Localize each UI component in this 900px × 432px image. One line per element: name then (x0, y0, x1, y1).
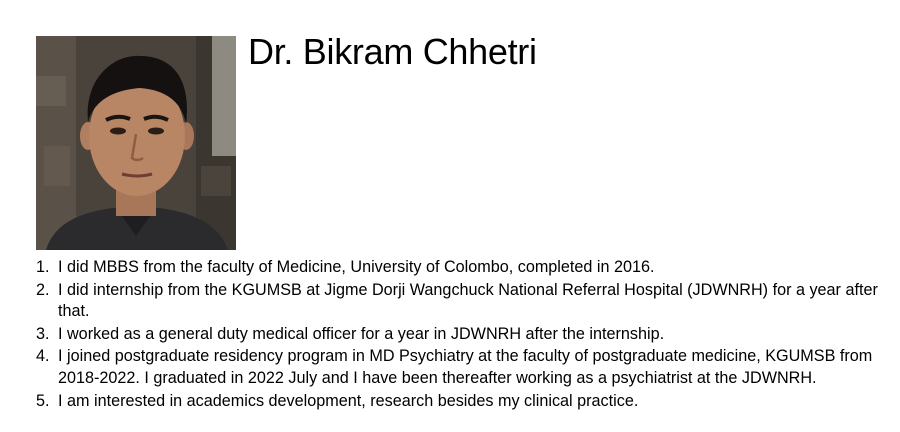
list-item-number: 3. (36, 324, 50, 343)
bio-list (36, 257, 900, 413)
list-item (36, 391, 900, 413)
list-item (36, 346, 900, 389)
profile-photo (36, 36, 236, 250)
list-item-number: 4. (36, 347, 50, 366)
list-item-text: I did internship from the KGUMSB at Jigme Dorji Wangchuck National Referral Hospital (JDWNRH) for a year after that. (58, 280, 878, 321)
list-item-number: 5. (36, 391, 50, 410)
list-item-number: 2. (36, 280, 50, 299)
list-item-text: I did MBBS from the faculty of Medicine, University of Colombo, completed in 2016. (58, 258, 655, 276)
portrait-illustration (36, 36, 236, 250)
list-item-text: I joined postgraduate residency program in MD Psychiatry at the faculty of postgraduate medicine, KGUMSB from 2018-2022. I graduated in 2022 July and I have been thereafter working as a psychiatrist at the JDWNRH. (58, 347, 873, 387)
list-item-number: 1. (36, 258, 50, 276)
page-title: Dr. Bikram Chhetri (248, 31, 537, 72)
list-item (36, 324, 900, 346)
list-item-text: I am interested in academics development, research besides my clinical practice. (58, 391, 639, 410)
list-item (36, 257, 900, 279)
list-item (36, 280, 900, 323)
list-item-text: I worked as a general duty medical officer for a year in JDWNRH after the internship. (58, 324, 665, 343)
